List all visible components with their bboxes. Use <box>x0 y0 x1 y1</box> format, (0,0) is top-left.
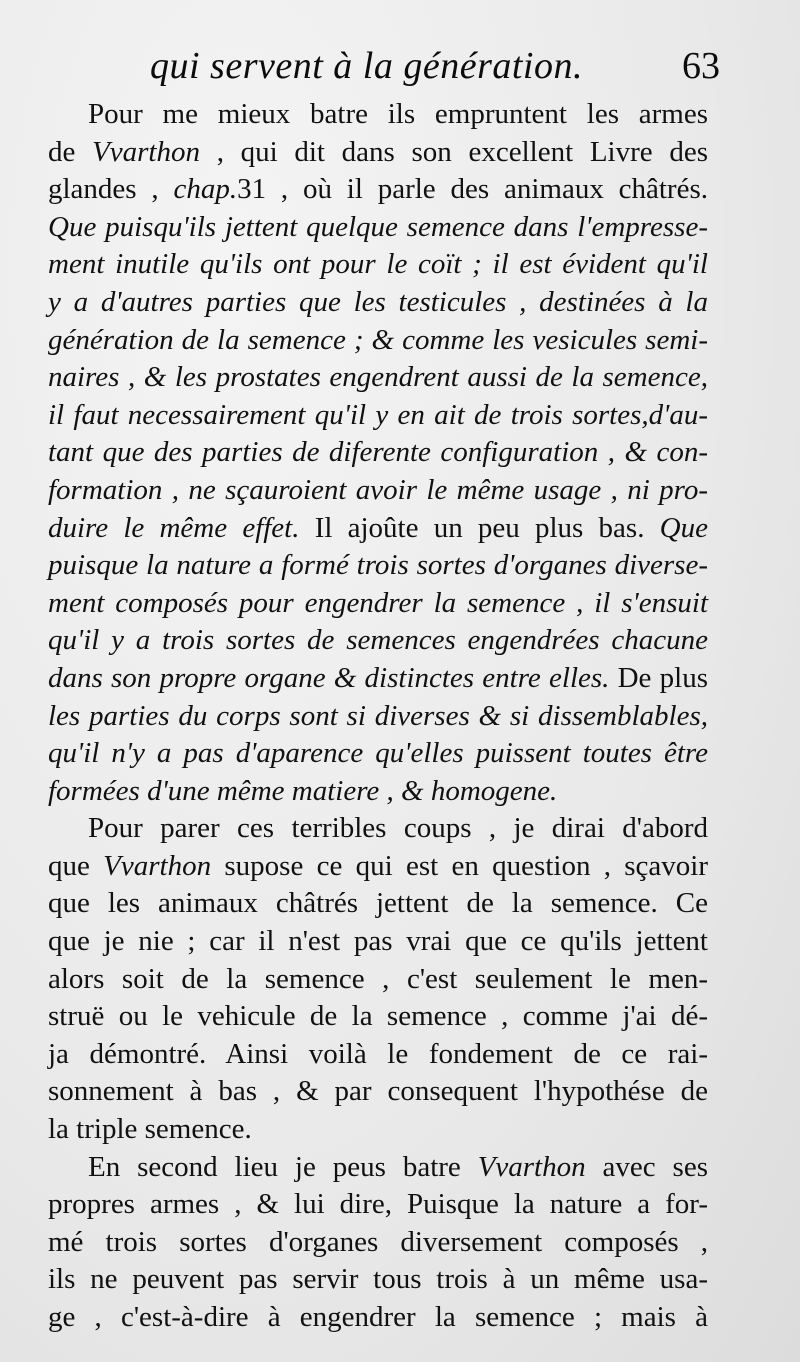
text-line: sonnement à bas , & par consequent l'hypothése de <box>48 1075 708 1108</box>
text-line: ge , c'est-à-dire à engendrer la semence ; mais à <box>48 1301 708 1333</box>
text-line: ils ne peuvent pas servir tous trois à un même usa- <box>48 1263 708 1296</box>
text-line: ja démontré. Ainsi voilà le fondement de ce rai- <box>48 1037 708 1070</box>
text-line: tant que des parties de diferente configuration , & con- <box>48 436 708 469</box>
text-line: duire le même effet. Il ajoûte un peu plus bas. Que <box>48 511 708 544</box>
text-line: Pour me mieux batre ils empruntent les armes <box>88 98 708 130</box>
text-line: génération de la semence ; & comme les vesicules semi- <box>48 323 708 356</box>
text-line: Que puisqu'ils jettent quelque semence dans l'empresse- <box>48 210 708 243</box>
text-line: Pour parer ces terribles coups , je dirai d'abord <box>88 812 708 845</box>
text-line: glandes , chap.31 , où il parle des animaux châtrés. <box>48 173 708 206</box>
text-line: que Vvarthon supose ce qui est en question , sçavoir <box>48 849 709 882</box>
text-line: En second lieu je peus batre Vvarthon avec ses <box>88 1150 708 1183</box>
text-line: naires , & les prostates engendrent aussi de la semence, <box>48 361 708 394</box>
text-line: alors soit de la semence , c'est seulement le men- <box>48 962 708 995</box>
text-line: formation , ne sçauroient avoir le même usage , ni pro- <box>48 473 708 506</box>
text-line: il faut necessairement qu'il y en ait de trois sortes,d'au- <box>48 398 708 431</box>
text-line: y a d'autres parties que les testicules , destinées à la <box>48 285 708 318</box>
text-line: qu'il y a trois sortes de semences engendrées chacune <box>48 624 708 657</box>
page-number: 63 <box>682 45 720 87</box>
text-line: dans son propre organe & distinctes entre elles. De plus <box>48 661 708 694</box>
text-line: de Vvarthon , qui dit dans son excellent Livre des <box>48 135 708 168</box>
page-header <box>150 40 720 92</box>
text-line: formées d'une même matiere , & homogene. <box>48 774 558 807</box>
body-text <box>48 96 708 1337</box>
text-line: la triple semence. <box>48 1113 252 1146</box>
text-line: puisque la nature a formé trois sortes d'organes diverse- <box>48 549 708 582</box>
text-line: ment composés pour engendrer la semence , il s'ensuit <box>48 586 708 619</box>
text-line: que je nie ; car il n'est pas vrai que ce qu'ils jettent <box>48 925 708 958</box>
text-line: les parties du corps sont si diverses & si dissemblables, <box>48 699 708 732</box>
running-head: qui servent à la génération. <box>150 45 583 87</box>
text-line: struë ou le vehicule de la semence , comme j'ai dé- <box>48 1000 708 1033</box>
text-line: qu'il n'y a pas d'aparence qu'elles puissent toutes être <box>48 737 708 770</box>
text-line: ment inutile qu'ils ont pour le coït ; il est évident qu'il <box>48 248 708 281</box>
text-line: mé trois sortes d'organes diversement composés , <box>48 1225 708 1258</box>
text-line: que les animaux châtrés jettent de la semence. Ce <box>48 887 708 920</box>
text-line: propres armes , & lui dire, Puisque la nature a for- <box>48 1188 708 1221</box>
